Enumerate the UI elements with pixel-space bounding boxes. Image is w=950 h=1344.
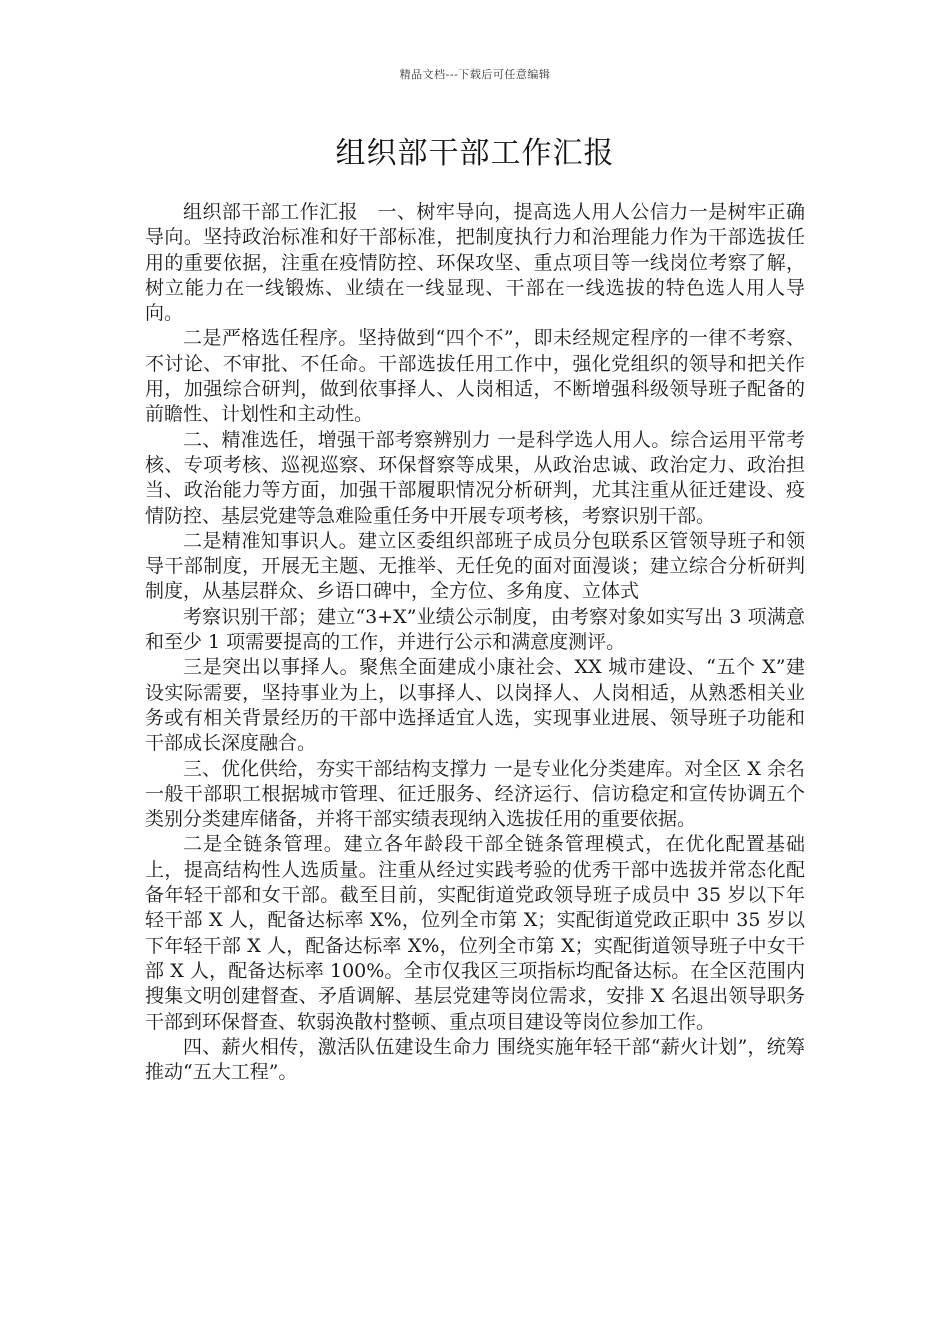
paragraph-precise-selection: 二、精准选任，增强干部考察辨别力 一是科学选人用人。综合运用平常考核、专项考核、巡视巡察、环保督察等成果，从政治忠诚、政治定力、政治担当、政治能力等方面，加强干部履职情况分析研判，尤其注重从征迁建设、疫情防控、基层党建等急难险重任务中开展专项考核，考察识别干部。 bbox=[145, 428, 805, 527]
paragraph-performance-disclosure: 考察识别干部；建立“3+X”业绩公示制度，由考察对象如实写出 3 项满意和至少 1 项需要提高的工作，并进行公示和满意度测评。 bbox=[145, 605, 805, 654]
paragraph-full-chain-management: 二是全链条管理。建立各年龄段干部全链条管理模式，在优化配置基础上，提高结构性人选质量。注重从经过实践考验的优秀干部中选拔并常态化配备年轻干部和女干部。截至目前，实配街道党政领导班子成员中 35 岁以下年轻干部 X 人，配备达标率 X%，位列全市第 X；实配街道党政正职中 35 岁以下年轻干部 X 人，配备达标率 X%，位列全市第 X；实配街道领导班子中女干部 X 人，配备达标率 100%。全市仅我区三项指标均配备达标。在全区范围内搜集文明创建督查、矛盾调解、基层党建等岗位需求，安排 X 名退出领导职务干部到环保督查、软弱涣散村整顿、重点项目建设等岗位参加工作。 bbox=[145, 833, 805, 1033]
page-title: 组织部干部工作汇报 bbox=[335, 136, 615, 171]
paragraph-intro-guidance: 组织部干部工作汇报 一、树牢导向，提高选人用人公信力一是树牢正确导向。坚持政治标准和好干部标准，把制度执行力和治理能力作为干部选拔任用的重要依据，注重在疫情防控、环保攻坚、重点项目等一线岗位考察了解，树立能力在一线锻炼、业绩在一线显现、干部在一线选拔的特色选人用人导向。 bbox=[145, 201, 805, 325]
header-note: 精品文档---下载后可任意编辑 bbox=[399, 68, 551, 81]
document-body bbox=[145, 200, 805, 1085]
paragraph-selection-procedure: 二是严格选任程序。坚持做到“四个不”，即未经规定程序的一律不考察、不讨论、不审批、不任命。干部选拔任用工作中，强化党组织的领导和把关作用，加强综合研判，做到依事择人、人岗相适，不断增强科级领导班子配备的前瞻性、计划性和主动性。 bbox=[145, 327, 805, 426]
paragraph-optimize-supply: 三、优化供给，夯实干部结构支撑力 一是专业化分类建库。对全区 X 余名一般干部职工根据城市管理、征迁服务、经济运行、信访稳定和宣传协调五个类别分类建库储备，并将干部实绩表现纳入选拔任用的重要依据。 bbox=[145, 757, 805, 831]
paragraph-task-based-selection: 三是突出以事择人。聚焦全面建成小康社会、XX 城市建设、“五个 X”建设实际需要，坚持事业为上，以事择人、以岗择人、人岗相适，从熟悉相关业务或有相关背景经历的干部中选择适宜人选，实现事业进展、领导班子功能和干部成长深度融合。 bbox=[145, 656, 805, 755]
paragraph-succession: 四、薪火相传，激活队伍建设生命力 围绕实施年轻干部“薪火计划”，统筹推动“五大工程”。 bbox=[145, 1035, 805, 1084]
paragraph-know-people: 二是精准知事识人。建立区委组织部班子成员分包联系区管领导班子和领导干部制度，开展无主题、无推举、无任免的面对面漫谈；建立综合分析研判制度，从基层群众、乡语口碑中，全方位、多角度、立体式 bbox=[145, 529, 805, 603]
